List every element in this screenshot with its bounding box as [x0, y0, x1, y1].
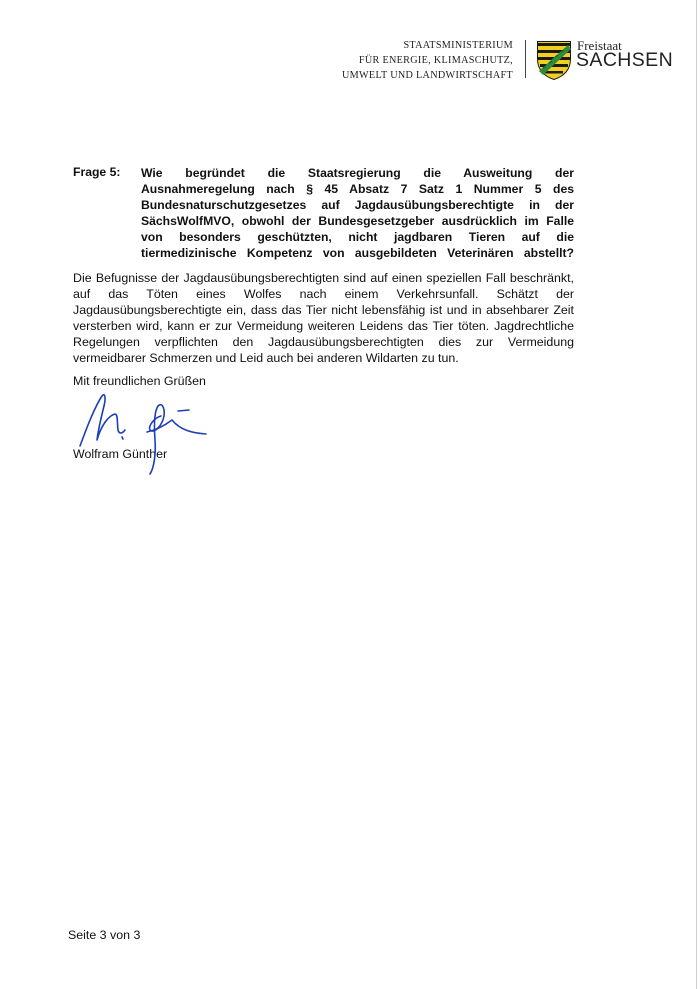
question-text: Wie begründet die Staatsregierung die Ausweitung der Ausnahmeregelung nach § 45 Absatz 7 Satz 1 Nummer 5 des Bundesnaturschutzgesetzes auf Jagdausübungsberechtigte in der SächsWolfMVO, obwohl der Bundesgesetzgeber ausdrücklich im Falle von besonders geschützten, nicht jagdbaren Tieren auf die tiermedizinische Kompetenz von ausgebildeten Veterinären abstellt?: [141, 166, 574, 260]
saxony-coat-of-arms-icon: [537, 41, 571, 80]
page-number: Seite 3 von 3: [68, 928, 141, 942]
ministry-line-3: UMWELT UND LANDWIRTSCHAFT: [341, 70, 513, 81]
answer-text: Die Befugnisse der Jagdausübungsberechtigten sind auf einen speziellen Fall beschränkt, auf das Töten eines Wolfes nach einem Verkehrsunfall. Schätzt der Jagdausübungsberechtigte ein, dass das Tier nicht lebensfähig ist und in absehbarer Zeit versterben wird, kann er zur Vermeidung weiteren Leidens das Tier töten. Jagdrechtliche Regelungen verpflichten den Jagdausübungsberechtigten dies zur Vermeidung vermeidbarer Schmerzen und Leid auch bei anderen Wildarten zu tun.: [73, 271, 574, 365]
question-label: Frage 5:: [73, 165, 121, 179]
logo-large-text: SACHSEN: [576, 49, 674, 71]
signatory-name: Wolfram Günther: [73, 447, 168, 461]
ministry-line-2: FÜR ENERGIE, KLIMASCHUTZ,: [358, 55, 513, 66]
header-divider: [525, 40, 526, 78]
handwritten-signature: [68, 386, 213, 478]
page-edge: [696, 0, 697, 989]
logo-small-text: Freistaat: [577, 38, 622, 53]
closing-greeting: Mit freundlichen Grüßen: [73, 374, 206, 388]
ministry-name: [263, 38, 513, 83]
ministry-line-1: STAATSMINISTERIUM: [403, 40, 513, 51]
